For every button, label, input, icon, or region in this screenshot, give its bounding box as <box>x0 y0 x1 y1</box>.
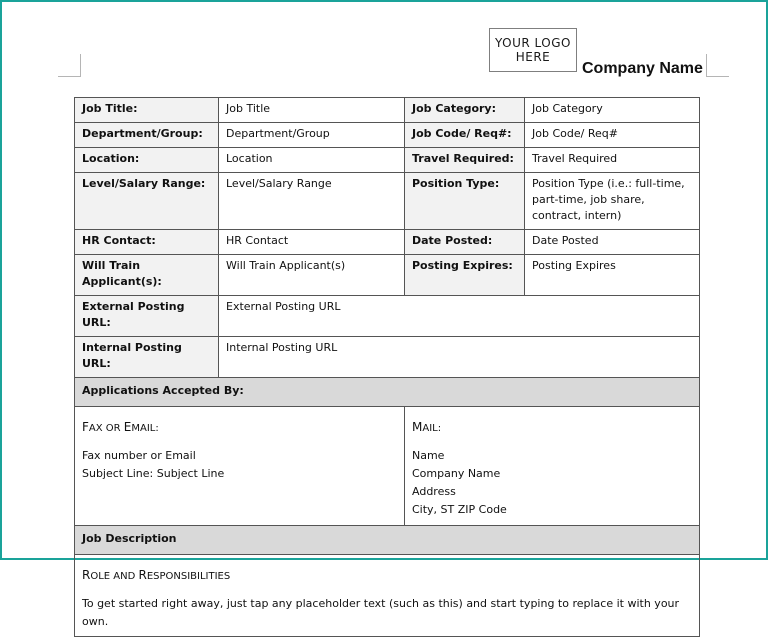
logo-placeholder <box>489 28 577 72</box>
level-salary-value[interactable]: Level/Salary Range <box>219 173 405 230</box>
hr-contact-value[interactable]: HR Contact <box>219 230 405 255</box>
table-row <box>75 173 700 230</box>
table-row <box>75 98 700 123</box>
table-row <box>75 296 700 337</box>
logo-text-line1: YOUR LOGO <box>494 36 571 50</box>
internal-url-label: Internal Posting URL: <box>75 337 219 378</box>
table-row <box>75 526 700 555</box>
fax-email-heading: FAX OR EMAIL: <box>82 420 159 434</box>
mail-heading: MAIL: <box>412 420 442 434</box>
mail-line1[interactable]: Name <box>412 449 445 462</box>
table-row <box>75 337 700 378</box>
fax-email-cell <box>75 407 405 526</box>
date-posted-label: Date Posted: <box>405 230 525 255</box>
table-row <box>75 378 700 407</box>
table-row <box>75 148 700 173</box>
crop-mark-top-right <box>706 54 729 77</box>
location-value[interactable]: Location <box>219 148 405 173</box>
job-description-cell <box>75 555 700 637</box>
external-url-label: External Posting URL: <box>75 296 219 337</box>
logo-text-line2: HERE <box>515 50 551 64</box>
job-category-label: Job Category: <box>405 98 525 123</box>
travel-required-value[interactable]: Travel Required <box>525 148 700 173</box>
job-posting-table <box>74 97 700 637</box>
posting-expires-label: Posting Expires: <box>405 255 525 296</box>
fax-email-line2[interactable]: Subject Line: Subject Line <box>82 467 225 480</box>
table-row <box>75 230 700 255</box>
will-train-label: Will Train Applicant(s): <box>75 255 219 296</box>
job-category-value[interactable]: Job Category <box>525 98 700 123</box>
fax-email-line1[interactable]: Fax number or Email <box>82 449 196 462</box>
job-description-heading: Job Description <box>75 526 700 555</box>
travel-required-label: Travel Required: <box>405 148 525 173</box>
date-posted-value[interactable]: Date Posted <box>525 230 700 255</box>
department-value[interactable]: Department/Group <box>219 123 405 148</box>
job-title-label: Job Title: <box>75 98 219 123</box>
job-code-label: Job Code/ Req#: <box>405 123 525 148</box>
level-salary-label: Level/Salary Range: <box>75 173 219 230</box>
mail-line2[interactable]: Company Name <box>412 467 501 480</box>
job-title-value[interactable]: Job Title <box>219 98 405 123</box>
applications-heading: Applications Accepted By: <box>75 378 700 407</box>
role-responsibilities-heading: ROLE AND RESPONSIBILITIES <box>82 568 231 582</box>
location-label: Location: <box>75 148 219 173</box>
company-name: Company Name <box>582 60 703 77</box>
table-row <box>75 123 700 148</box>
mail-line4[interactable]: City, ST ZIP Code <box>412 503 507 516</box>
crop-mark-top-left <box>58 54 81 77</box>
position-type-label: Position Type: <box>405 173 525 230</box>
position-type-value[interactable]: Position Type (i.e.: full-time, part-time, job share, contract, intern) <box>525 173 700 230</box>
table-row <box>75 407 700 526</box>
table-row <box>75 555 700 637</box>
department-label: Department/Group: <box>75 123 219 148</box>
job-description-paragraph[interactable]: To get started right away, just tap any placeholder text (such as this) and start typing to replace it with your own. <box>82 597 680 628</box>
mail-line3[interactable]: Address <box>412 485 456 498</box>
internal-url-value[interactable]: Internal Posting URL <box>219 337 700 378</box>
external-url-value[interactable]: External Posting URL <box>219 296 700 337</box>
mail-cell <box>405 407 700 526</box>
hr-contact-label: HR Contact: <box>75 230 219 255</box>
job-code-value[interactable]: Job Code/ Req# <box>525 123 700 148</box>
posting-expires-value[interactable]: Posting Expires <box>525 255 700 296</box>
table-row <box>75 255 700 296</box>
will-train-value[interactable]: Will Train Applicant(s) <box>219 255 405 296</box>
